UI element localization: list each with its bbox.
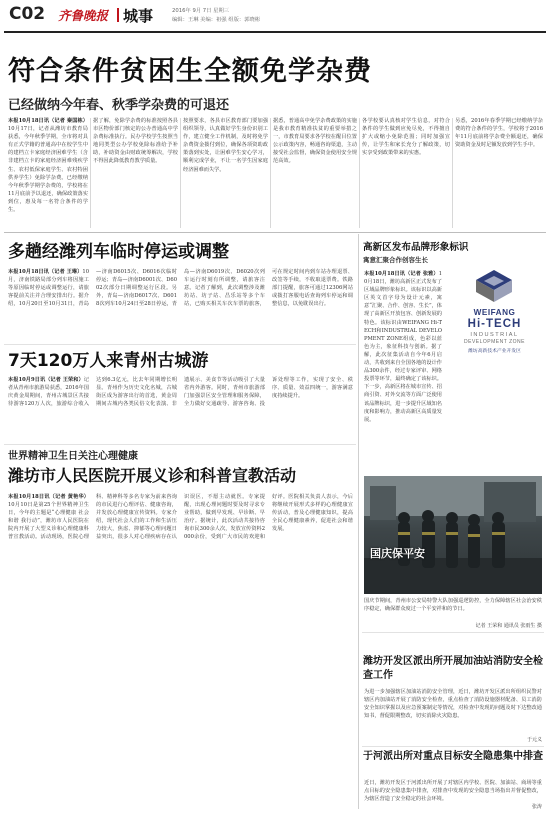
section-divider <box>117 8 119 22</box>
photo-caption <box>364 597 542 621</box>
police-text: 为进一步加强辖区加油站消防安全管理，近日，潍坊开发区派出所组织民警对辖区内加油站开展了消防安全检查，重点检查了消防设施器材配备、员工消防安全知识掌握以及应急预案制定等情况，对检查中发现的问题及时下达整改通知书，督促限期整改，切实消除火灾隐患。 <box>364 689 542 720</box>
lead-byline: 本报10月18日讯（记者 秦国栋） <box>8 118 88 124</box>
police-signoff: 于元义 <box>526 737 542 743</box>
logo-title: 高新区发布品牌形象标识 <box>363 242 469 253</box>
logo-text: 10月18日，潍坊高新区正式发布了区域品牌形象标识。该标识以高新区英文首字母为设计元素，寓意“汇聚、合作、创容、生长”，体现了高新区开放包容、创新发展的特色。该标识由WEIFANG Hi-TECH和INDUSTRIAL DEVELOPMENT ZONE组成，色彩以蓝色为主，象征科技与创新。据了解，此次征集活动自今年6月启动，共收到来自全国各地的设计作品300余件，经过专家评审、网络投票等环节，最终确定了该标识。下一步，高新区将在城市宣传、招商引资、对外交流等方面广泛使用该品牌标识，进一步提升区域知名度和影响力，推动高新区高质量发展。 <box>364 271 442 423</box>
paper-name-logo: 齐鲁晚报 <box>58 8 109 23</box>
lead-col-3 <box>183 117 268 229</box>
lead-col-5 <box>362 117 450 229</box>
lead-subtitle: 已经做纳今年春、秋季学杂费的可退还 <box>8 98 230 113</box>
photo-credit: 记者 王荣和 通讯员 张雨生 摄 <box>475 623 542 629</box>
col-rule <box>180 118 181 228</box>
hanting-signoff: 张涛 <box>531 804 542 810</box>
logo-line-hitech: Hi-TECH <box>467 318 522 330</box>
lead-text-1: 10月17日，记者从潍坊市教育局获悉，今年秋季学期，全市将对具有正式学籍的普通高中在校学生中的建档立卡家庭经济困难学生（含非建档立卡的家庭经济困难残疾学生、农村低保家庭学生、农村特困供养学生）免除学杂费。已经缴纳今年秋季学期学杂费的，学校将在11月底前予以退还，确保政策落实到位，惠及每一名符合条件的学生。 <box>8 126 88 214</box>
photo-caption-text: 国庆节期间，青州市公安局特警大队加强巡逻防控，全力保障辖区社会治安秩序稳定，确保群众度过一个平安祥和的节日。 <box>364 598 542 613</box>
hospital-body <box>8 493 353 805</box>
photo-bottom-rule <box>362 632 544 633</box>
city-body <box>8 376 353 442</box>
police-title <box>363 655 543 683</box>
city-bottom-rule <box>4 444 356 445</box>
hospital-byline: 本报10月18日讯（记者 黄艳华） <box>8 494 89 500</box>
col-rule <box>90 118 91 228</box>
logo-line-weifang: WEIFANG <box>473 308 516 317</box>
hospital-kicker: 世界精神卫生日关注心理健康 <box>8 451 138 462</box>
city-byline: 本报10月9日讯（记者 王荣和） <box>8 377 84 383</box>
photo-scene <box>364 476 542 594</box>
hospital-title: 潍坊市人民医院开展义诊和科普宣教活动 <box>8 466 297 485</box>
section-name: 城事 <box>123 7 154 25</box>
lead-title: 符合条件贫困生全额免学杂费 <box>8 56 372 87</box>
hanting-text: 近日，潍坊开发区于河派出所开展了对辖区内学校、医院、加油站、商场等重点目标的安全隐患集中排查，对排查中发现的安全隐患当场指出并督促整改，为辖区营造了安全稳定的社会环境。 <box>364 780 542 803</box>
col-rule <box>270 118 271 228</box>
masthead <box>0 0 550 34</box>
hanting-title <box>363 750 543 764</box>
col-rule <box>452 118 453 228</box>
logo-line-cn: 潍坊高新技术产业开发区 <box>468 349 521 354</box>
logo-line-industrial: INDUSTRIAL <box>470 332 519 338</box>
lead-text-5: 各学校要认真核对学生信息，对符合条件的学生做到应免尽免，不得擅自扩大或缩小免除范围；同时加强宣传，让学生和家长充分了解政策，切实享受到政策带来的实惠。 <box>362 118 450 157</box>
photo-overlay-text: 国庆保平安 <box>370 547 425 560</box>
masthead-rule <box>4 31 546 33</box>
lead-text-4: 据悉，普通高中免学杂费政策的实施是我市教育精准扶贫的重要举措之一，市教育局要求各学校在醒目位置公示政策内容，畅通咨询渠道，主动接受社会监督，确保资金使用安全规范高效。 <box>273 118 357 165</box>
hanting-body <box>364 779 542 803</box>
train-body <box>8 268 353 342</box>
date-line: 2016年 9月 7日 星期三 <box>172 8 230 14</box>
logo-byline: 本报10月18日讯（记者 张雅） <box>364 271 439 277</box>
lead-col-1 <box>8 117 88 229</box>
lead-bottom-rule <box>4 232 546 233</box>
train-title: 多趟经潍列车临时停运或调整 <box>8 242 229 262</box>
lead-text-6: 另悉，2016年春季学期已经缴纳学杂费的符合条件的学生，学校将于2016年11月底前将学杂费全额退还，确保资助资金及时足额发放到学生手中。 <box>455 118 543 149</box>
train-byline: 本报10月18日讯（记者 王琳） <box>8 269 83 275</box>
hi-tech-logo-mark-icon <box>464 268 524 304</box>
logo-subtitle: 寓意汇聚合作创容生长 <box>363 256 428 264</box>
page-code: C02 <box>9 4 46 24</box>
logo-line-zone: DEVELOPMENT ZONE <box>464 339 525 345</box>
hospital-text: 10月10日是第25个世界精神卫生日，今年的主题是“心理健康 社会和谐 我行动”，潍坊市人民医院在院内开展了大型义诊和心理健康科普宣教活动。活动现场，医院心理科、精神科等多名专家为前来咨询的市民进行心理评估、健康咨询，并发放心理健康宣传资料。专家介绍，现代社会人们的工作和生活压力较大，焦虑、抑郁等心理问题日益突出，很多人对心理疾病存在认识误区，不愿主动就医。专家提醒，出现心理问题时要及时寻求专业帮助，做到早发现、早诊断、早治疗。据统计，此次活动共接待咨询市民300余人次，发放宣传资料2000余份，受到广大市民的欢迎和好评。医院相关负责人表示，今后将继续开展形式多样的心理健康宣传活动，普及心理健康知识，提高全民心理健康素养，促进社会和谐发展。 <box>8 494 353 541</box>
train-text: 10月，济南铁路局部分列车将因施工等原因临时停运或调整运行，请旅客提前关注并合理安排出行。据介绍，10月20日至10月31日，青岛—济南D6015次、D6016次临时停运；青岛—济南D6001次、D6002次部分日期调整运行区段。另外，青岛—济南D6017次、D6018次列车10月24日至28日停运，青岛—济南D6019次、D6020次列车运行时刻有所调整，请旅客注意。记者了解到，此次调整涉及潍坊站、坊子站、昌乐站等多个车站，已购买相关车次车票的旅客，可在规定时间内到车站办理退票、改签等手续，不收取退票费。铁路部门提醒，旅客可通过12306网站或拨打客服电话查询列车停运和调整信息，以免耽误出行。 <box>8 269 353 308</box>
lead-col-6 <box>455 117 543 229</box>
city-title: 7天120万人来青州古城游 <box>8 351 209 371</box>
col-rule <box>359 118 360 228</box>
lead-col-2 <box>93 117 178 229</box>
police-bottom-rule <box>362 746 544 747</box>
city-text: 记者从青州市旅游局获悉，2016年国庆黄金周期间，青州古城景区共接待游客120万人次，旅游综合收入达到6.3亿元，比去年同期增长明显。青州作为历史文化名城，古城街区成为游客出行的首选，黄金周期间古城内各类民俗文化表演、非遗展示、美食节等活动吸引了大量省内外游客。同时，青州市旅游部门加强景区安全管理和服务保障，全力做好交通疏导、游客咨询、投诉处理等工作，实现了安全、秩序、质量、效益四统一，游客满意度持续提升。 <box>8 377 353 408</box>
lead-text-3: 按照要求，各县市区教育部门要加强组织领导，认真做好学生身份识别工作，建立健全工作机制，及时将免学杂费资金拨付到位，确保各项资助政策落到实处，让困难学生安心学习，顺利完成学业，不让一名学生因家庭经济困难而失学。 <box>183 118 268 173</box>
police-body <box>364 688 542 736</box>
lead-col-4 <box>273 117 357 229</box>
hanting-title-text: 于河派出所对重点目标安全隐患集中排查 <box>363 751 543 762</box>
lead-text-2: 据了解，免除学杂费的标准按照各县市区物价部门核定的公办普通高中学杂费标准执行。民办学校学生按照当地同类型公办学校免除标准给予补助，补助资金由财政统筹解决，学校不得因此降低教育教学质量。 <box>93 118 178 165</box>
right-column-divider <box>358 234 359 809</box>
train-bottom-rule <box>4 344 356 345</box>
logo-body <box>364 270 442 423</box>
editors-line: 编辑：王琳 美编：祖强 组版：郭晓彬 <box>172 17 261 23</box>
police-title-text: 潍坊开发区派出所开展加油站消防安全检查工作 <box>363 656 543 681</box>
police-patrol-photo <box>364 476 542 594</box>
hi-tech-logo <box>446 268 543 366</box>
